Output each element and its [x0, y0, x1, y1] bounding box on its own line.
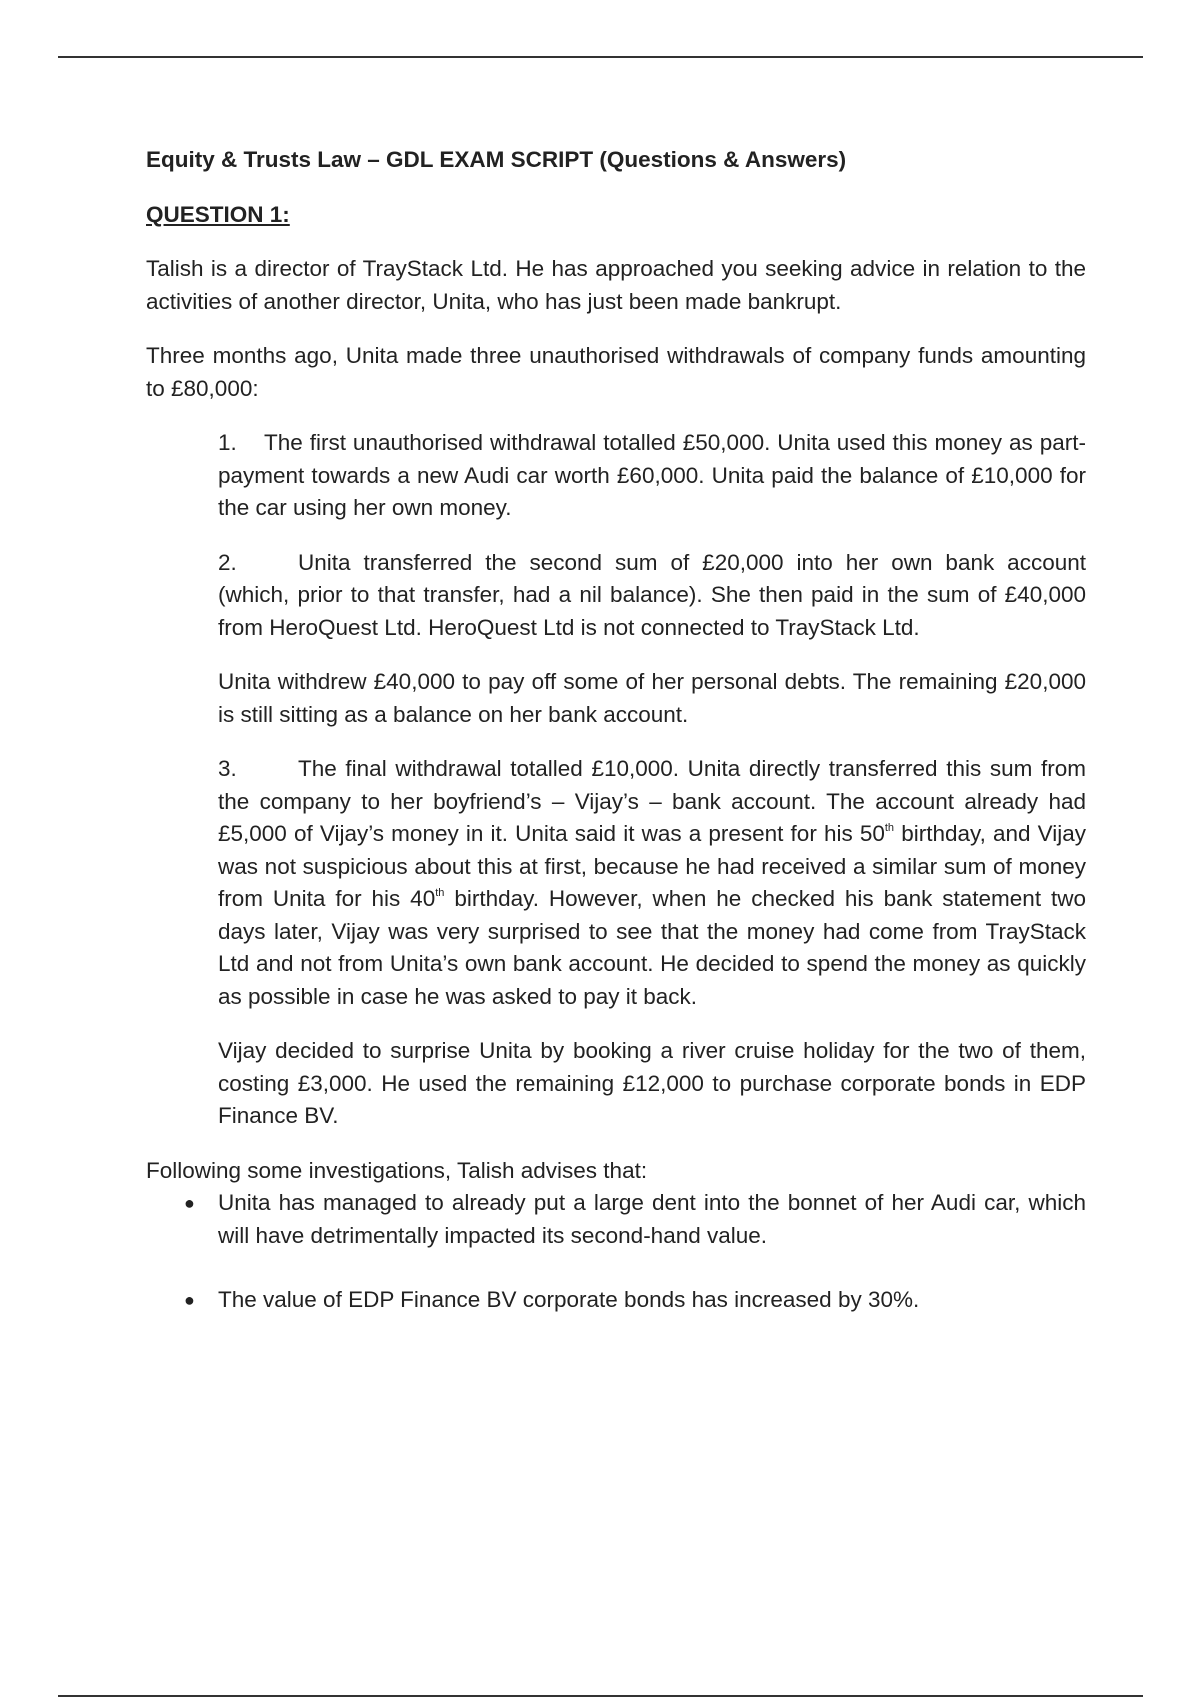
following-lead: Following some investigations, Talish advises that: [146, 1157, 648, 1183]
withdrawal-item-2 [218, 547, 1086, 645]
list-item [146, 1187, 1086, 1252]
item-number: 1. [218, 430, 237, 455]
bullet-icon: ● [184, 1193, 195, 1213]
footer-rule [58, 1695, 1143, 1697]
item-text-a: The final withdrawal totalled £10,000. Unita directly transferred this sum from the company to her boyfriend’s – Vijay’s – bank account. The account already had £5,000 of Vijay’s money in it. Unita said it was a present for his 50 [218, 756, 1086, 846]
list-item-text: The value of EDP Finance BV corporate bonds has increased by 30%. [218, 1287, 920, 1312]
item-text: Unita transferred the second sum of £20,000 into her own bank account (which, prior to that transfer, had a nil balance). She then paid in the sum of £40,000 from HeroQuest Ltd. HeroQuest Ltd is not connected to TrayStack Ltd. [218, 549, 1086, 640]
withdrawal-item-3 [218, 753, 1086, 1013]
document-body [146, 144, 1086, 1317]
findings-list [146, 1187, 1086, 1317]
ordinal-suffix: th [435, 887, 445, 899]
ordinal-suffix: th [884, 822, 895, 834]
item-text-b: birthday, and Vijay was not suspicious about this at first, because he had received a similar sum of money from Unita for his 40 [218, 821, 1086, 911]
intro-paragraph-2: Three months ago, Unita made three unauthorised withdrawals of company funds amounting to £80,000: [146, 343, 1086, 401]
withdrawal-item-3-continuation: Vijay decided to surprise Unita by booking a river cruise holiday for the two of them, costing £3,000. He used the remaining £12,000 to purchase corporate bonds in EDP Finance BV. [218, 1038, 1086, 1128]
question-heading: QUESTION 1: [146, 201, 290, 227]
document-title: Equity & Trusts Law – GDL EXAM SCRIPT (Questions & Answers) [146, 147, 847, 172]
item-number: 3. [218, 756, 237, 781]
item-number: 2. [218, 549, 237, 575]
withdrawal-item-1 [218, 427, 1086, 525]
list-item-text: Unita has managed to already put a large dent into the bonnet of her Audi car, which will have detrimentally impacted its second-hand value. [218, 1190, 1086, 1248]
intro-paragraph-1: Talish is a director of TrayStack Ltd. He has approached you seeking advice in relation to the activities of another director, Unita, who has just been made bankrupt. [146, 256, 1086, 314]
header-rule [58, 56, 1143, 58]
withdrawal-item-2-continuation: Unita withdrew £40,000 to pay off some of her personal debts. The remaining £20,000 is still sitting as a balance on her bank account. [218, 669, 1086, 727]
list-item [146, 1284, 1086, 1317]
item-text: The first unauthorised withdrawal totalled £50,000. Unita used this money as part-payment towards a new Audi car worth £60,000. Unita paid the balance of £10,000 for the car using her own money. [218, 430, 1086, 520]
bullet-icon: ● [184, 1290, 195, 1310]
item-text-c: birthday. However, when he checked his bank statement two days later, Vijay was very surprised to see that the money had come from TrayStack Ltd and not from Unita’s own bank account. He decided to spend the money as quickly as possible in case he was asked to pay it back. [218, 886, 1086, 1009]
